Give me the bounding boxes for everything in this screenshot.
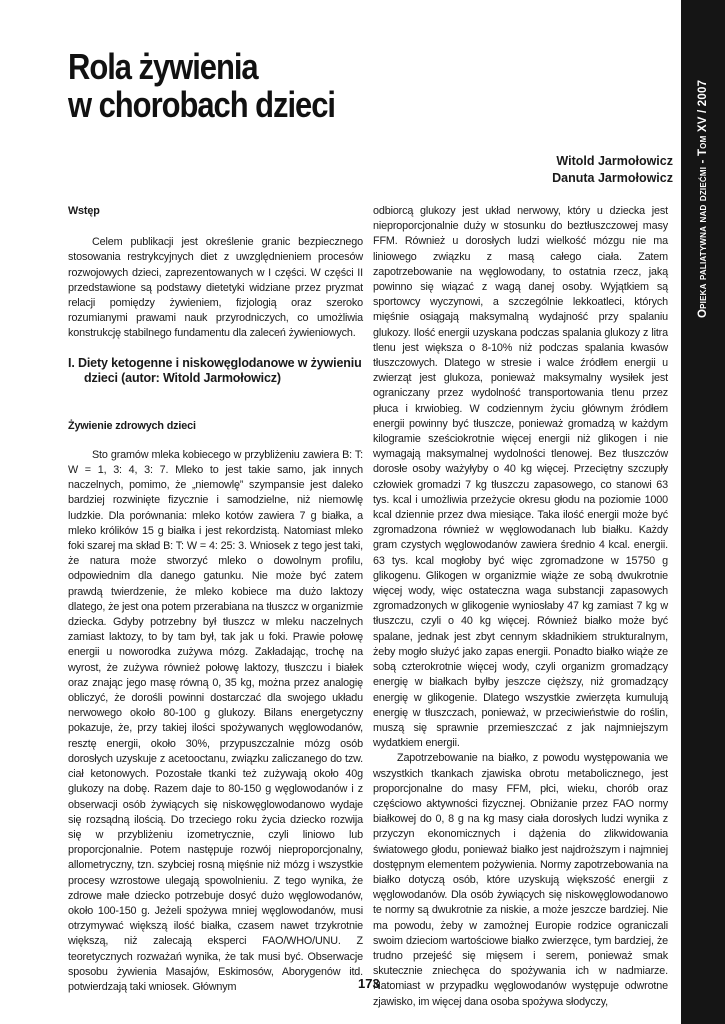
intro-heading: Wstęp <box>68 205 100 217</box>
title-line-2: w chorobach dzieci <box>68 84 336 125</box>
article-title <box>68 48 335 124</box>
left-column <box>68 204 363 995</box>
title-line-1: Rola żywienia <box>68 46 258 87</box>
right-column <box>373 204 668 1010</box>
author-name: Witold Jarmołowicz <box>556 154 673 168</box>
journal-sidebar <box>681 0 725 1024</box>
body-paragraph: odbiorcą glukozy jest układ nerwowy, który u dziecka jest nieproporcjonalnie duży w stosunku do beztłuszczowej masy FFM. Również u dorosłych ludzi wielkość mózgu nie ma liniowego związku z masą całego ciała. Zatem zapotrzebowanie na węglowodany, to ostatnia rzecz, jaką powinno się wiązać z wagą danej osoby. Wyjątkiem są sportowcy wyczynowi, a szczególnie lekkoatleci, których mięśnie osiągają maksymalną wydajność przy spalaniu glukozy. Ilość energii uzyskana podczas spalania glukozy z litra tlenu jest większa o 8-10% niż podczas spalania kwasów tłuszczowych. Dlatego w stresie i walce źródłem energii u zwierząt jest glukoza, ponieważ maksymalny wysiłek jest ograniczany przez wydolność transportowania tlenu przez płuca i krwiobieg. W codziennym życiu głównym źródłem energii powinny być tłuszcze, ponieważ gromadzą w każdym kilogramie sześciokrotnie więcej energii niż glikogen i nie wymagają maksymalnej wydolności tlenowej. Bez tłuszczów dorosłe osoby ważyłyby o 40 kg więcej. Przeciętny szczupły człowiek gromadzi 7 kg tłuszczu zapasowego, co stanowi 63 tys. kcal i umożliwia przeżycie okresu głodu na poziomie 1000 kcal dziennie przez dwa miesiące. Taka ilość energii może być zgromadzona również w węglowodanach lub białku. Każdy gram czystych węglowodanów zawiera średnio 4 kcal. energii. 63 tys. kcal mogłoby być więc zgromadzone w 15750 g glikogenu. Glikogen w organizmie wiąże ze sobą dwukrotnie więcej wody, więc ostateczna waga substancji zapasowych zgromadzonych w glikogenie wyniosłaby 47 kg zamiast 7 kg w tłuszczu, czyli o 40 kg więcej. Również białko może być spalane, jednak jest zbyt cennym składnikiem strukturalnym, żeby mogło służyć jako zapas energii. Ponadto białko wiąże ze sobą czterokrotnie więcej wody, czyli organizm gromadzący energię w białkach byłby jeszcze cięższy, niż gromadzący energię w glikogenie. Dlatego wszystkie zwierzęta kumulują energię w tłuszczach, ponieważ, w przeciwieństwie do roślin, muszą się sprawnie przemieszczać z jak najmniejszym wydatkiem energii. <box>373 205 668 750</box>
authors-block <box>552 153 673 187</box>
author-name: Danuta Jarmołowicz <box>552 171 673 185</box>
body-paragraph: Sto gramów mleka kobiecego w przybliżeniu zawiera B: T: W = 1, 3: 4, 3: 7. Mleko to jest takie samo, jak innych naczelnych, pomimo, że „niemowlę” szympansie jest daleko bardziej rozwinięte fizycznie i samodzielne, niż niemowlę ludzkie. Dla porównania: mleko kotów zawiera 7 g białka, a mleko królików 15 g białka i jest rekordzistą. Natomiast mleko foki szarej ma skład B: T: W = 4: 25: 3. Wniosek z tego jest taki, że natura może stworzyć mleko o dowolnym profilu, odpowiednim dla danego gatunku. Nie może być zatem prawdą twierdzenie, że mleko kobiece ma dużo laktozy dlatego, że jest ona potem przerabiana na tłuszcz w organizmie dziecka. Gdyby potrzebny był tłuszcz w mleku naczelnych zamiast laktozy, to by tam był, tak jak u foki. Prawie połowę energii u noworodka zużywa mózg. Zakładając, trochę na wyrost, że zużywa również połowę laktozy, tłuszczu i białek oraz znając jego masę równą 0, 35 kg, można przez analogię obliczyć, że dorośli powinni dostarczać dla swojego układu nerwowego około 80-100 g glukozy. Bilans energetyczny pokazuje, że, przy takiej ilości spożywanych węglowodanów, resztę energii, około 30%, przypuszczalnie mózg osób dorosłych uzyskuje z acetooctanu, związku zaliczanego do tzw. ciał ketonowych. Pozostałe tkanki też zużywają około 40g glukozy na dobę. Razem daje to 80-150 g węglowodanów i z obserwacji osób żywiących się niskowęglowodanowo wydaje się rozsądną ilością. Do trzeciego roku życia dziecko rozwija się w przybliżeniu izometrycznie, czyli liniowo lub proporcjonalnie. Potem następuje rozwój nieproporcjonalny, allometryczny, tzn. szybciej rosną mięśnie niż mózg i wszystkie procesy wzrostowe ulegają spowolnieniu. Z tego wynika, że zdrowe małe dziecko potrzebuje dosyć dużo węglowodanów, około 100-150 g. Jeżeli spożywa mniej węglowodanów, musi otrzymywać większą ilość białka, czasem nawet trzykrotnie większą, niż zalecają eksperci FAO/WHO/UNU. Z teoretycznych rozważań wynika, że tak musi być. Obserwacje sposobu żywienia Masajów, Eskimosów, Aborygenów itd. potwierdzają taki wniosek. Głównym <box>68 448 363 993</box>
section-heading: I. Diety ketogenne i niskowęglodanowe w żywieniu dzieci (autor: Witold Jarmołowicz) <box>68 355 362 386</box>
intro-paragraph: Celem publikacji jest określenie granic bezpiecznego stosowania restrykcyjnych diet z uwzględnieniem procesów rozwojowych dzieci, zaprezentowanych w I części. W części II przedstawione są podstawy dietetyki widziane przez pryzmat relacji pomiędzy żywieniem, fizjologią oraz szeroko rozumianymi prawami nauk przyrodniczych, co umożliwia konstrukcję stabilnego fundamentu dla zaleceń żywieniowych. <box>68 236 363 340</box>
subsection-heading: Żywienie zdrowych dzieci <box>68 419 196 432</box>
journal-running-head: Opieka paliatywna nad dziećmi - Tom XV / 2007 <box>697 79 709 318</box>
page-number: 173 <box>358 976 380 991</box>
body-paragraph: Zapotrzebowanie na białko, z powodu występowania we wszystkich tkankach zjawiska obrotu metabolicznego, jest proporcjonalne do masy FFM, płci, wieku, chorób oraz częściowo aktywności fizycznej. Obniżanie przez FAO normy białkowej do 0, 8 g na kg masy ciała dorosłych ludzi wynika z przyczyn ekonomicznych i dążenia do zlikwidowania światowego głodu, ponieważ białko jest najdroższym i najmniej dostępnym elementem pożywienia. Normy zapotrzebowania na białko dotyczą osób, które uzyskują większość energii z węglowodanów. Dla osób żywiących się niskowęglowodanowo te normy są dwukrotnie za niskie, a może jeszcze bardziej. Nie ma powodu, żeby w zamożnej Europie rodzice ograniczali swoim dzieciom wartościowe białko zwierzęce, tym bardziej, że trudno przejeść się mięsem i serem, ponieważ smak skutecznie zniechęca do spożywania ich w nadmiarze. Natomiast w przypadku węglowodanów występuje odwrotne zjawisko, im więcej dana osoba spożywa słodyczy, <box>373 752 668 1008</box>
